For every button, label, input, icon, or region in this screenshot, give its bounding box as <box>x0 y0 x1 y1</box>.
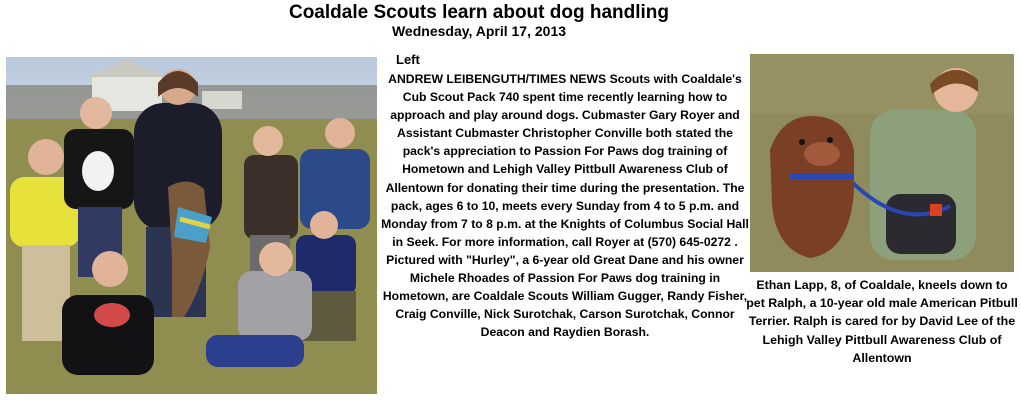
scouts-group-photo <box>6 57 377 394</box>
article-headline: Coaldale Scouts learn about dog handling <box>288 2 670 23</box>
boy-with-pitbull-photo <box>750 54 1014 272</box>
left-caption-text: ANDREW LEIBENGUTH/TIMES NEWS Scouts with Coaldale's Cub Scout Pack 740 spent time recently learning how to approach and play around dogs. Cubmaster Gary Royer and Assistant Cubmaster Christopher Conville both stated the pack's appreciation to Passion For Paws dog training of Hometown and Lehigh Valley Pittbull Awareness Club of Allentown for donating their time during the presentation. The pack, ages 6 to 10, meets every Sunday from 4 to 5 p.m. and Monday from 7 to 8 p.m. at the Knights of Columbus Social Hall in Seek. For more information, call Royer at (570) 645-0272 . Pictured with "Hurley", a 6-year old Great Dane and his owner Michele Rhoades of Passion For Paws dog training in Hometown, are Coaldale Scouts William Gugger, Randy Fisher, Craig Conville, Nick Surotchak, Carson Surotchak, Connor Deacon and Raydien Borash. <box>381 72 749 340</box>
right-caption-text: Ethan Lapp, 8, of Coaldale, kneels down to pet Ralph, a 10-year old male American Pitbull Terrier. Ralph is cared for by David Lee of the Lehigh Valley Pittbull Awareness Club of Allentown <box>746 278 1018 365</box>
article-date: Wednesday, April 17, 2013 <box>391 23 567 39</box>
left-caption-label: Left <box>396 52 420 67</box>
left-caption-block <box>380 52 750 341</box>
